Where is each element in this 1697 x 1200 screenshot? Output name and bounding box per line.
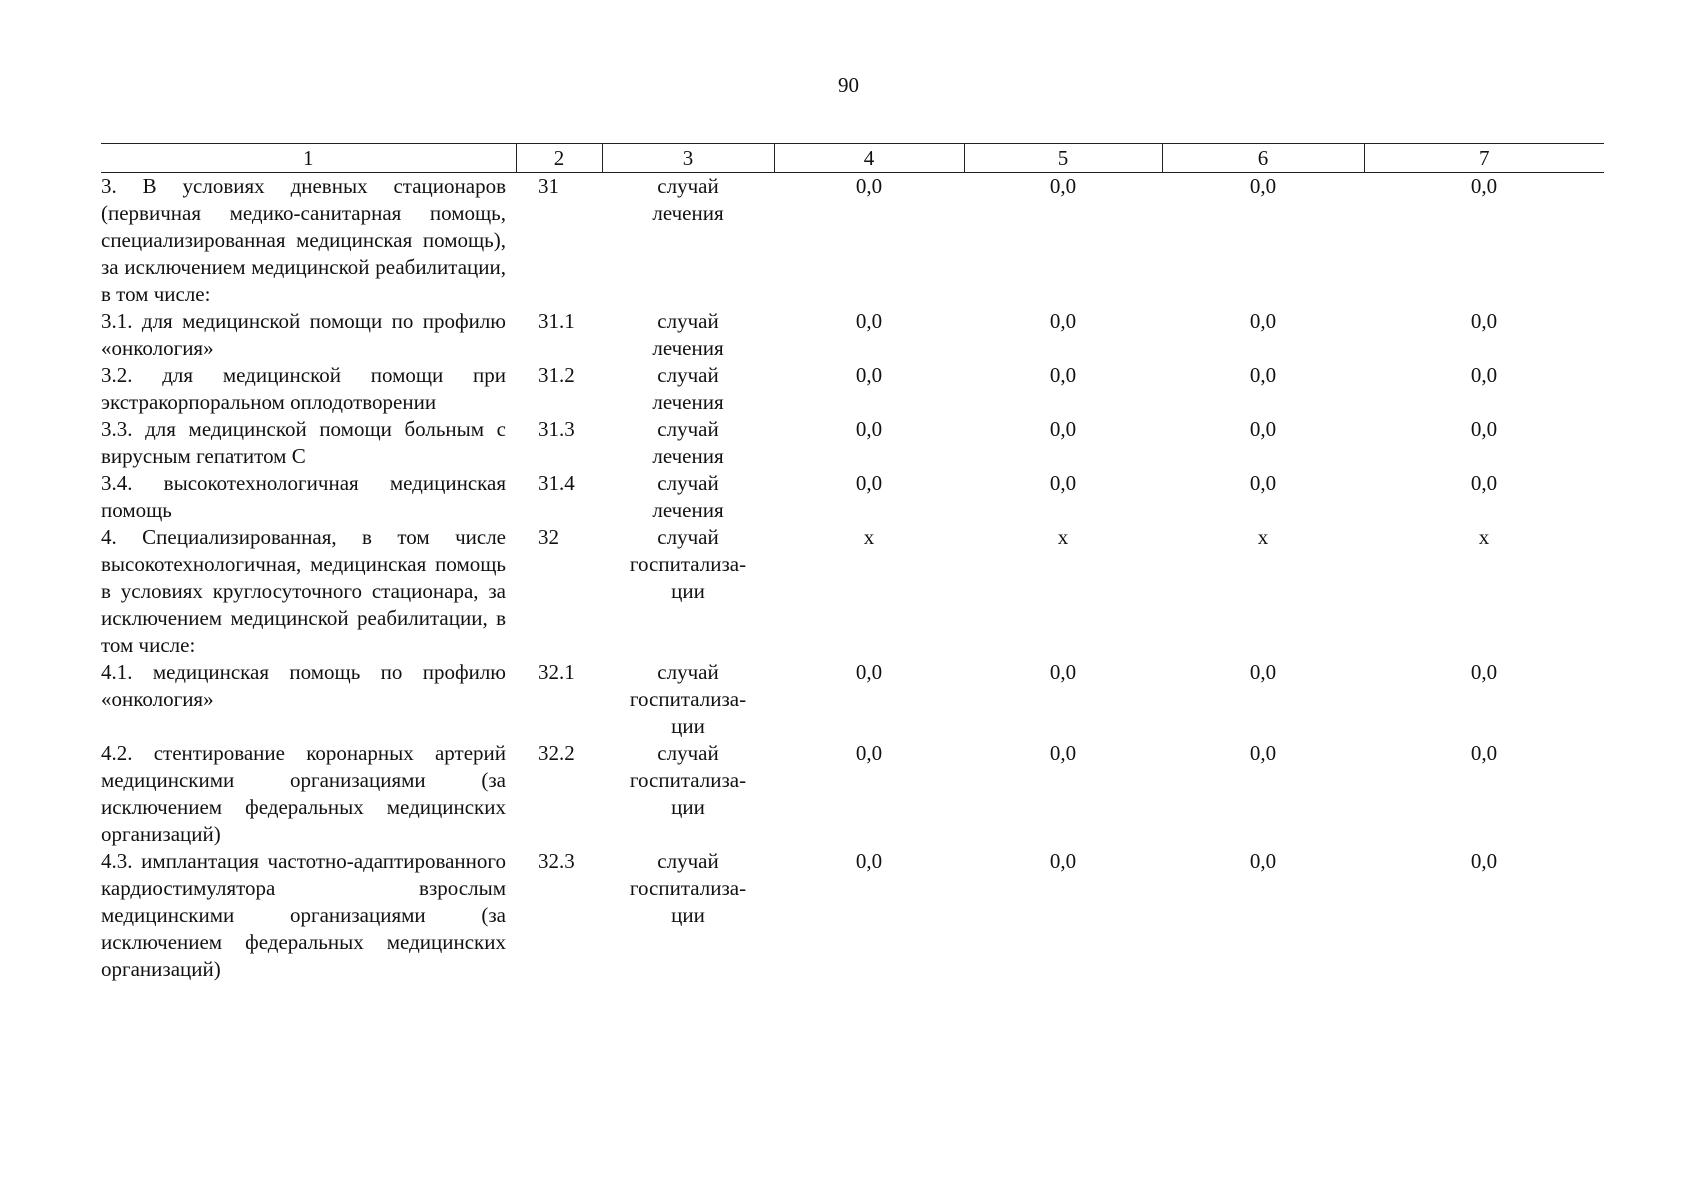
row-value-7: 0,0 <box>1470 471 1498 495</box>
row-unit <box>602 524 774 659</box>
row-code: 32.2 <box>538 741 575 765</box>
column-number-row <box>101 144 1604 173</box>
row-value-5: 0,0 <box>1049 471 1077 495</box>
row-value-4: 0,0 <box>855 363 883 387</box>
table-row <box>101 416 1604 470</box>
unit-line: лечения <box>652 201 724 225</box>
row-unit <box>602 740 774 848</box>
unit-line: случай <box>657 417 719 441</box>
unit-line: лечения <box>652 444 724 468</box>
row-name: 3.2. для медицинской помощи при экстракорпоральном оплодотворении <box>101 363 506 414</box>
row-code: 31.2 <box>538 363 575 387</box>
row-value-5: 0,0 <box>1049 309 1077 333</box>
row-value-6: х <box>1257 525 1269 549</box>
row-name: 3. В условиях дневных стационаров (первичная медико-санитарная помощь, специализированная медицинская помощь), за исключением медицинской реабилитации, в том числе: <box>101 174 506 306</box>
row-value-7: 0,0 <box>1470 741 1498 765</box>
row-name: 3.3. для медицинской помощи больным с вирусным гепатитом С <box>101 417 506 468</box>
row-code: 32.3 <box>538 849 575 873</box>
table-row <box>101 308 1604 362</box>
unit-line: лечения <box>652 336 724 360</box>
row-unit <box>602 308 774 362</box>
row-value-4: 0,0 <box>855 417 883 441</box>
table-row <box>101 740 1604 848</box>
row-value-7: 0,0 <box>1470 174 1498 198</box>
row-value-4: 0,0 <box>855 741 883 765</box>
row-value-6: 0,0 <box>1249 660 1277 684</box>
unit-line: случай <box>657 525 719 549</box>
row-name: 4.2. стентирование коронарных артерий медицинскими организациями (за исключением федеральных медицинских организаций) <box>101 741 506 846</box>
row-name: 4.1. медицинская помощь по профилю «онкология» <box>101 660 506 711</box>
unit-line: лечения <box>652 498 724 522</box>
row-code: 31.3 <box>538 417 575 441</box>
row-unit <box>602 173 774 309</box>
column-header: 5 <box>964 144 1162 173</box>
unit-line: случай <box>657 849 719 873</box>
column-header: 4 <box>774 144 964 173</box>
row-value-6: 0,0 <box>1249 741 1277 765</box>
unit-line: случай <box>657 660 719 684</box>
unit-line: госпитализа- <box>629 768 747 792</box>
row-unit <box>602 470 774 524</box>
row-value-7: 0,0 <box>1470 849 1498 873</box>
table-row <box>101 524 1604 659</box>
row-value-4: 0,0 <box>855 174 883 198</box>
table-row <box>101 173 1604 309</box>
unit-line: ции <box>671 714 705 738</box>
table-body <box>101 173 1604 984</box>
row-value-6: 0,0 <box>1249 309 1277 333</box>
unit-line: ции <box>671 795 705 819</box>
unit-line: случай <box>657 309 719 333</box>
table-row <box>101 848 1604 983</box>
unit-line: госпитализа- <box>629 552 747 576</box>
unit-line: случай <box>657 174 719 198</box>
row-value-7: 0,0 <box>1470 660 1498 684</box>
table-row <box>101 362 1604 416</box>
row-value-4: 0,0 <box>855 660 883 684</box>
row-value-7: 0,0 <box>1470 417 1498 441</box>
row-value-4: 0,0 <box>855 849 883 873</box>
column-header: 3 <box>602 144 774 173</box>
unit-line: случай <box>657 363 719 387</box>
row-value-6: 0,0 <box>1249 849 1277 873</box>
row-code: 31.1 <box>538 309 575 333</box>
row-unit <box>602 659 774 740</box>
table-row <box>101 470 1604 524</box>
row-name: 3.4. высокотехнологичная медицинская помощь <box>101 471 506 522</box>
row-value-4: х <box>863 525 875 549</box>
unit-line: госпитализа- <box>629 876 747 900</box>
data-table <box>101 143 1604 983</box>
row-unit <box>602 362 774 416</box>
row-value-5: 0,0 <box>1049 363 1077 387</box>
column-header: 6 <box>1162 144 1364 173</box>
column-header: 1 <box>101 144 516 173</box>
row-value-5: 0,0 <box>1049 174 1077 198</box>
row-code: 31 <box>538 174 559 198</box>
row-code: 32.1 <box>538 660 575 684</box>
row-value-5: 0,0 <box>1049 741 1077 765</box>
row-value-7: 0,0 <box>1470 363 1498 387</box>
row-name: 4.3. имплантация частотно-адаптированного кардиостимулятора взрослым медицинскими организациями (за исключением федеральных медицинских организаций) <box>101 849 506 981</box>
row-code: 32 <box>538 525 559 549</box>
row-value-6: 0,0 <box>1249 471 1277 495</box>
row-unit <box>602 848 774 983</box>
row-value-4: 0,0 <box>855 471 883 495</box>
row-name: 3.1. для медицинской помощи по профилю «онкология» <box>101 309 506 360</box>
row-code: 31.4 <box>538 471 575 495</box>
row-value-5: 0,0 <box>1049 417 1077 441</box>
unit-line: госпитализа- <box>629 687 747 711</box>
unit-line: случай <box>657 741 719 765</box>
row-value-5: 0,0 <box>1049 849 1077 873</box>
row-name: 4. Специализированная, в том числе высокотехнологичная, медицинская помощь в условиях круглосуточного стационара, за исключением медицинской реабилитации, в том числе: <box>101 525 506 657</box>
row-value-7: х <box>1478 525 1490 549</box>
row-value-5: 0,0 <box>1049 660 1077 684</box>
unit-line: лечения <box>652 390 724 414</box>
unit-line: ции <box>671 579 705 603</box>
table-row <box>101 659 1604 740</box>
row-value-4: 0,0 <box>855 309 883 333</box>
unit-line: случай <box>657 471 719 495</box>
column-header: 2 <box>516 144 602 173</box>
row-value-6: 0,0 <box>1249 174 1277 198</box>
column-header: 7 <box>1364 144 1604 173</box>
row-value-7: 0,0 <box>1470 309 1498 333</box>
row-unit <box>602 416 774 470</box>
row-value-6: 0,0 <box>1249 417 1277 441</box>
row-value-5: х <box>1057 525 1069 549</box>
unit-line: ции <box>671 903 705 927</box>
row-value-6: 0,0 <box>1249 363 1277 387</box>
page-number: 90 <box>838 73 859 97</box>
